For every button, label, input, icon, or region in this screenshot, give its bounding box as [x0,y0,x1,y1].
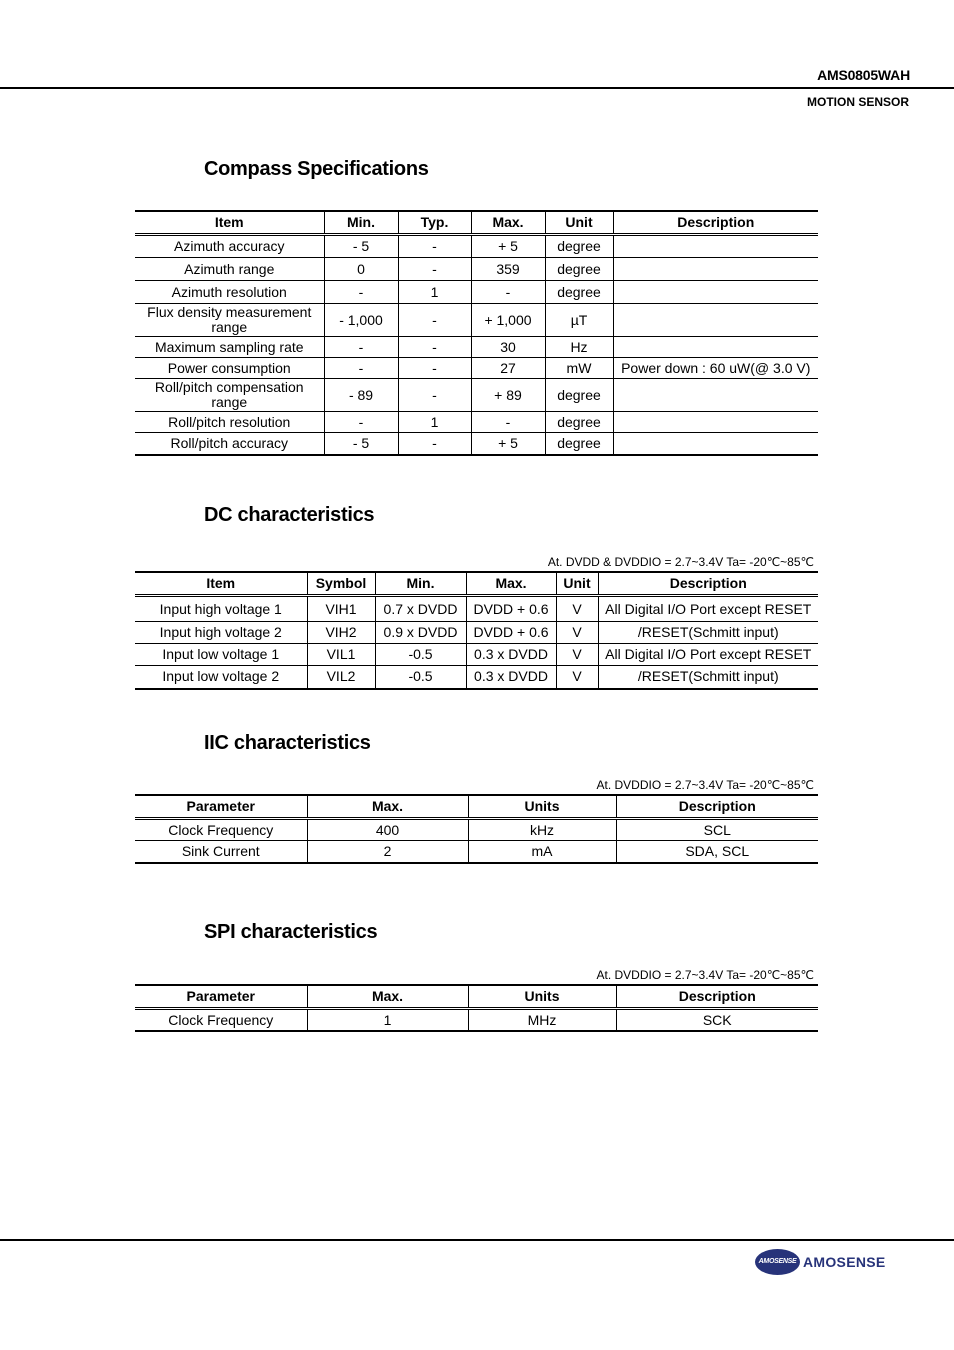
cell: All Digital I/O Port except RESET [598,596,818,622]
cell: 400 [307,819,468,841]
cell: - [398,433,471,455]
cell: - 89 [324,379,398,412]
logo-wordmark: AMOSENSE [803,1254,886,1270]
table-row [135,337,818,358]
cell: + 5 [471,235,545,258]
cell: + 1,000 [471,304,545,337]
cell: Clock Frequency [135,819,307,841]
table-row [135,1009,818,1032]
table-row [135,304,818,337]
cell: mA [468,841,616,863]
cell: - [324,281,398,304]
cell [613,412,818,433]
col-min: Min. [324,211,398,235]
cell: V [556,644,598,666]
cell [613,258,818,281]
table-header-row [135,985,818,1009]
cell: 0.3 x DVDD [466,644,556,666]
cell: Input high voltage 2 [135,622,307,644]
compass-spec-table [135,210,818,456]
cell: 1 [307,1009,468,1032]
table-row [135,235,818,258]
col-description: Description [616,985,818,1009]
table-header-row [135,572,818,596]
col-min: Min. [375,572,466,596]
cell: degree [545,379,613,412]
col-units: Units [468,985,616,1009]
cell: Hz [545,337,613,358]
cell [613,337,818,358]
header-divider [0,87,954,89]
table-row [135,258,818,281]
spi-characteristics-table [135,984,818,1032]
cell: V [556,596,598,622]
table-header-row [135,795,818,819]
compass-section-title: Compass Specifications [204,158,429,180]
table-row [135,281,818,304]
cell: kHz [468,819,616,841]
table-row [135,841,818,863]
cell [613,281,818,304]
dc-condition-note: At. DVDD & DVDDIO = 2.7~3.4V Ta= -20℃~85℃ [547,555,814,569]
cell: DVDD + 0.6 [466,622,556,644]
cell: Roll/pitch resolution [135,412,324,433]
cell: -0.5 [375,666,466,689]
table-row [135,379,818,412]
col-typ: Typ. [398,211,471,235]
col-description: Description [616,795,818,819]
col-description: Description [613,211,818,235]
cell: VIL2 [307,666,375,689]
iic-section-title: IIC characteristics [204,732,371,754]
cell [613,304,818,337]
cell: 1 [398,281,471,304]
cell: - [471,281,545,304]
document-product-name: AMS0805WAH [817,67,910,83]
cell: VIH2 [307,622,375,644]
cell: MHz [468,1009,616,1032]
col-item: Item [135,572,307,596]
cell: V [556,622,598,644]
cell: Clock Frequency [135,1009,307,1032]
cell: Power down : 60 uW(@ 3.0 V) [613,358,818,379]
cell: 0 [324,258,398,281]
table-row [135,596,818,622]
cell: 27 [471,358,545,379]
footer-divider [0,1239,954,1241]
table-row [135,819,818,841]
cell: 0.9 x DVDD [375,622,466,644]
cell: /RESET(Schmitt input) [598,666,818,689]
cell: All Digital I/O Port except RESET [598,644,818,666]
dc-section-title: DC characteristics [204,504,375,526]
cell: 1 [398,412,471,433]
cell: Azimuth resolution [135,281,324,304]
col-max: Max. [466,572,556,596]
cell: degree [545,412,613,433]
cell: - [398,258,471,281]
cell: -0.5 [375,644,466,666]
cell: 30 [471,337,545,358]
cell: - 5 [324,433,398,455]
col-max: Max. [307,795,468,819]
cell: degree [545,235,613,258]
cell: Input low voltage 2 [135,666,307,689]
table-header-row [135,211,818,235]
table-row [135,666,818,689]
cell: Azimuth accuracy [135,235,324,258]
cell: Roll/pitch compensation range [135,379,324,412]
table-row [135,358,818,379]
spi-section-title: SPI characteristics [204,921,378,943]
dc-characteristics-table [135,571,818,690]
cell: - 5 [324,235,398,258]
cell: - [471,412,545,433]
iic-characteristics-table [135,794,818,864]
cell [613,235,818,258]
col-units: Units [468,795,616,819]
cell: - [324,358,398,379]
spi-condition-note: At. DVDDIO = 2.7~3.4V Ta= -20℃~85℃ [596,968,814,982]
cell: DVDD + 0.6 [466,596,556,622]
cell: µT [545,304,613,337]
cell: Roll/pitch accuracy [135,433,324,455]
cell: - [398,235,471,258]
document-category: MOTION SENSOR [806,95,909,109]
cell: 359 [471,258,545,281]
cell [613,379,818,412]
cell: Input low voltage 1 [135,644,307,666]
cell: 0.7 x DVDD [375,596,466,622]
cell: degree [545,258,613,281]
cell: degree [545,281,613,304]
cell: Flux density measurement range [135,304,324,337]
cell: - [398,304,471,337]
table-row [135,644,818,666]
cell: 0.3 x DVDD [466,666,556,689]
cell: - [398,358,471,379]
cell: Sink Current [135,841,307,863]
iic-condition-note: At. DVDDIO = 2.7~3.4V Ta= -20℃~85℃ [596,778,814,792]
cell: SCK [616,1009,818,1032]
cell: V [556,666,598,689]
col-max: Max. [471,211,545,235]
col-parameter: Parameter [135,795,307,819]
cell: SDA, SCL [616,841,818,863]
table-row [135,412,818,433]
cell: - [398,337,471,358]
cell [613,433,818,455]
col-parameter: Parameter [135,985,307,1009]
cell: 2 [307,841,468,863]
cell: VIH1 [307,596,375,622]
cell: SCL [616,819,818,841]
cell: Maximum sampling rate [135,337,324,358]
cell: Power consumption [135,358,324,379]
cell: VIL1 [307,644,375,666]
cell: + 89 [471,379,545,412]
cell: mW [545,358,613,379]
cell: degree [545,433,613,455]
col-max: Max. [307,985,468,1009]
cell: - [324,337,398,358]
logo-badge-icon: AMOSENSE [755,1249,800,1275]
table-row [135,433,818,455]
cell: + 5 [471,433,545,455]
table-row [135,622,818,644]
cell: - [324,412,398,433]
col-description: Description [598,572,818,596]
col-item: Item [135,211,324,235]
col-unit: Unit [556,572,598,596]
cell: Input high voltage 1 [135,596,307,622]
cell: /RESET(Schmitt input) [598,622,818,644]
cell: - [398,379,471,412]
cell: - 1,000 [324,304,398,337]
cell: Azimuth range [135,258,324,281]
col-symbol: Symbol [307,572,375,596]
col-unit: Unit [545,211,613,235]
